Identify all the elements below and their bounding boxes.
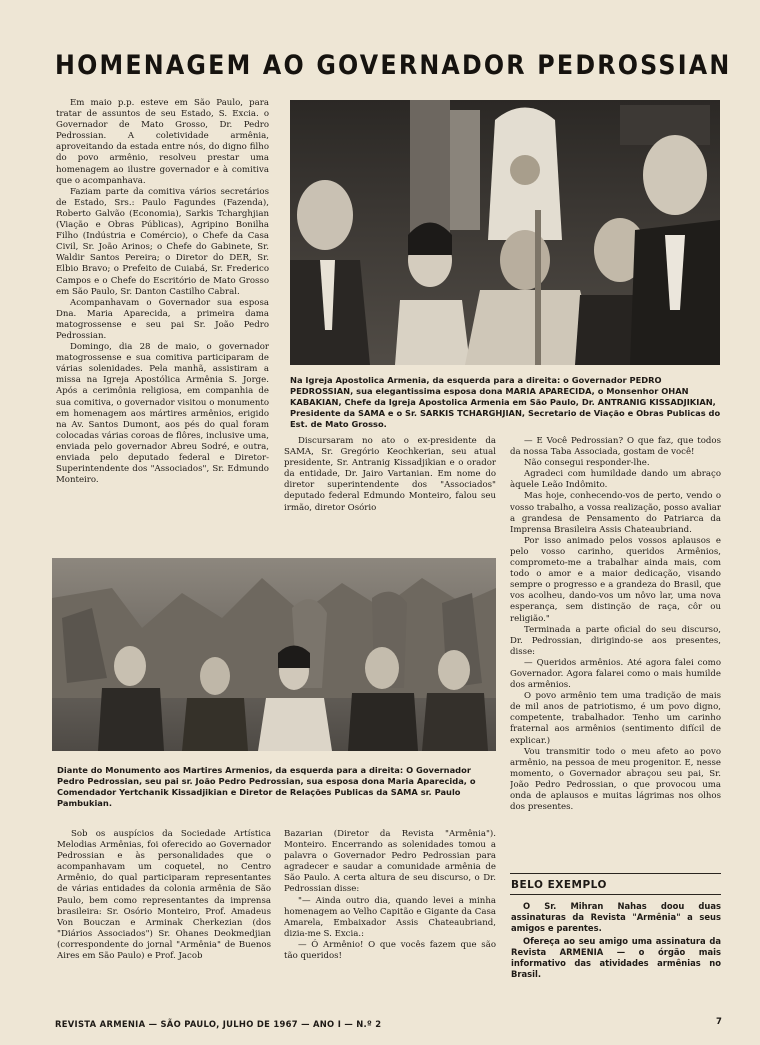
left-column [56, 98, 269, 538]
page-number: 7 [716, 1017, 722, 1027]
paragraph: — Queridos armênios. Até agora falei como Governador. Agora falarei como o mais humilde dos armênios. [510, 657, 721, 691]
paragraph: — E Você Pedrossian? O que faz, que todos da nossa Taba Associada, gostam de você! [510, 436, 721, 458]
paragraph: Mas hoje, conhecendo-vos de perto, vendo o vosso trabalho, a vossa realização, posso avaliar a grandesa de Pensamento do Patriarca da Imprensa Brasileira Assis Chateaubriand. [510, 491, 721, 535]
bottom-left-column [57, 829, 271, 1009]
paragraph: Faziam parte da comitiva vários secretários de Estado, Srs.: Paulo Fagundes (Fazenda), Roberto Galvão (Economia), Sarkis Tcharghjian (Viação e Obras Públicas), Agripino Bonilha Filho (Indústria e Comércio), o Chefe da Casa Civil, Sr. João Arinos; o Chefe do Gabinete, Sr. Waldir Santos Pereira; o Diretor do DER, Sr. Elbio Bravo; o Prefeito de Cuiabá, Sr. Frederico Campos e o Chefe do Escritório de Mato Grosso em São Paulo, Sr. Danton Castilho Cabral. [56, 186, 269, 297]
paragraph: Discursaram no ato o ex-presidente da SAMA, Sr. Gregório Keochkerian, seu atual presidente, Sr. Antranig Kissadjikian e o orador da entidade, Dr. Jairo Vartanian. Em nome do diretor superintendente dos "Associados" deputado federal Edmundo Monteiro, falou seu irmão, diretor Osório [284, 436, 496, 513]
monument-photo [52, 558, 496, 751]
paragraph: Vou transmitir todo o meu afeto ao povo armênio, na pessoa de meu progenitor. E, nesse momento, o Governador abraçou seu pai, Sr. João Pedro Pedrossian, o que provocou uma onda de aplausos e muitas lágrimas nos olhos dos presentes. [510, 746, 721, 813]
paragraph: Domingo, dia 28 de maio, o governador matogrossense e sua comitiva participaram de várias solenidades. Pela manhã, assistiram a missa na Igreja Apostólica Armênia S. Jorge. Após a cerimônia religiosa, em companhia de sua comitiva, o governador visitou o monumento em homenagem aos mártires armênios, erigido na Av. Santos Dumont, aos pés do qual foram colocadas várias coroas de flôres, inclusive uma, enviada pelo governador Abreu Sodré, e outra, enviada pelo deputado federal e Diretor-Superintendente dos "Associados", Sr. Edmundo Monteiro. [56, 342, 269, 486]
monument-photo-illustration [52, 558, 496, 751]
paragraph: Em maio p.p. esteve em São Paulo, para tratar de assuntos de seu Estado, S. Excia. o Governador de Mato Grosso, Dr. Pedro Pedrossian. A coletividade armênia, aproveitando da estada entre nós, do digno filho do povo armênio, resolveu prestar uma homenagem ao ilustre governador e à comitiva que o acompanhava. [56, 98, 269, 186]
monument-photo-caption: Diante do Monumento aos Martires Armenios, da esquerda para a direita: O Governador Pedro Pedrossian, seu pai sr. João Pedro Pedrossian, sua esposa dona Maria Aparecida, o Comendador Yertchanik Kissadjikian e Diretor de Relações Publicas da SAMA sr. Paulo Pambukian. [57, 765, 476, 808]
belo-exemplo-heading: BELO EXEMPLO [511, 879, 607, 891]
middle-column [284, 436, 496, 536]
paragraph: Não consegui responder-lhe. [524, 458, 650, 469]
paragraph: Por isso animado pelos vossos aplausos e pelo vosso carinho, queridos Armênios, comprometo-me a trabalhar ainda mais, com todo o amor e a maior dedicação, visando sempre o progresso e a grandeza do Brasil, que vos acolheu, dando-vos um nôvo lar, uma nova esperança, sem distinção de raça, côr ou religião." [510, 535, 721, 624]
paragraph: Agradeci com humildade dando um abraço àquele Leão Indômito. [510, 469, 721, 491]
paragraph: O Sr. Mihran Nahas doou duas assinaturas da Revista "Armênia" a seus amigos e parentes. [511, 901, 721, 933]
bottom-middle-column [284, 829, 496, 1009]
article-title: HOMENAGEM AO GOVERNADOR PEDROSSIAN [55, 50, 732, 81]
paragraph: Terminada a parte oficial do seu discurso, Dr. Pedrossian, dirigindo-se aos presentes, disse: [510, 624, 721, 657]
paragraph: O povo armênio tem uma tradição de mais de mil anos de patriotismo, é um povo digno, competente, trabalhador. Tenho um carinho fraternal aos armênios (sentimento difícil de explicar.) [510, 691, 721, 746]
footer: REVISTA ARMENIA — SÃO PAULO, JULHO DE 1967 — ANO I — N.º 2 [55, 1019, 382, 1029]
church-photo-illustration [290, 100, 720, 365]
church-photo-caption: Na Igreja Apostolica Armenia, da esquerda para a direita: o Governador PEDRO PEDROSSIAN, sua elegantissima esposa dona MARIA APARECIDA, o Monsenhor OHAN KABAKIAN, Chefe da Igreja Apostolica Armenia em São Paulo, Dr. ANTRANIG KISSADJIKIAN, Presidente da SAMA e o Sr. SARKIS TCHARGHJIAN, Secretario de Viação e Obras Publicas do Est. de Mato Grosso. [290, 375, 721, 429]
paragraph: — Ó Armênio! O que vocês fazem que são tão queridos! [284, 939, 496, 962]
right-column [510, 436, 721, 866]
section-divider-bottom [510, 894, 721, 895]
church-photo [290, 100, 720, 365]
paragraph: Sob os auspícios da Sociedade Artística Melodias Armênias, foi oferecido ao Governador Pedrossian e às personalidades que o acompanhavam um coquetel, no Centro Armênio, do qual participaram representantes de várias entidades da colonia armênia de São Paulo, bem como representantes da imprensa brasileira: Sr. Osório Monteiro, Prof. Amadeus Von Bouczan e Arminak Cherkezian (dos "Diários Associados") Sr. Ohanes Deokmedjian (correspondente do jornal "Armênia" de Buenos Aires em São Paulo) e Prof. Jacob [57, 829, 271, 962]
belo-exemplo-text [511, 901, 721, 982]
paragraph: Acompanhavam o Governador sua esposa Dna. Maria Aparecida, a primeira dama matogrossense e seu pai Sr. João Pedro Pedrossian. [56, 297, 269, 341]
section-divider-top [510, 873, 721, 874]
paragraph: Ofereça ao seu amigo uma assinatura da Revista ARMENIA — o órgão mais informativo das atividades armênias no Brasil. [511, 936, 721, 979]
paragraph: "— Ainda outro dia, quando levei a minha homenagem ao Velho Capitão e Gigante da Casa Amarela, Embaixador Assis Chateaubriand, dizia-me S. Excia.: [284, 895, 496, 939]
paragraph: Bazarian (Diretor da Revista "Armênia"). Monteiro. Encerrando as solenidades tomou a palavra o Governador Pedro Pedrossian para agradecer e saudar a comunidade armênia de São Paulo. A certa altura de seu discurso, o Dr. Pedrossian disse: [284, 829, 496, 895]
